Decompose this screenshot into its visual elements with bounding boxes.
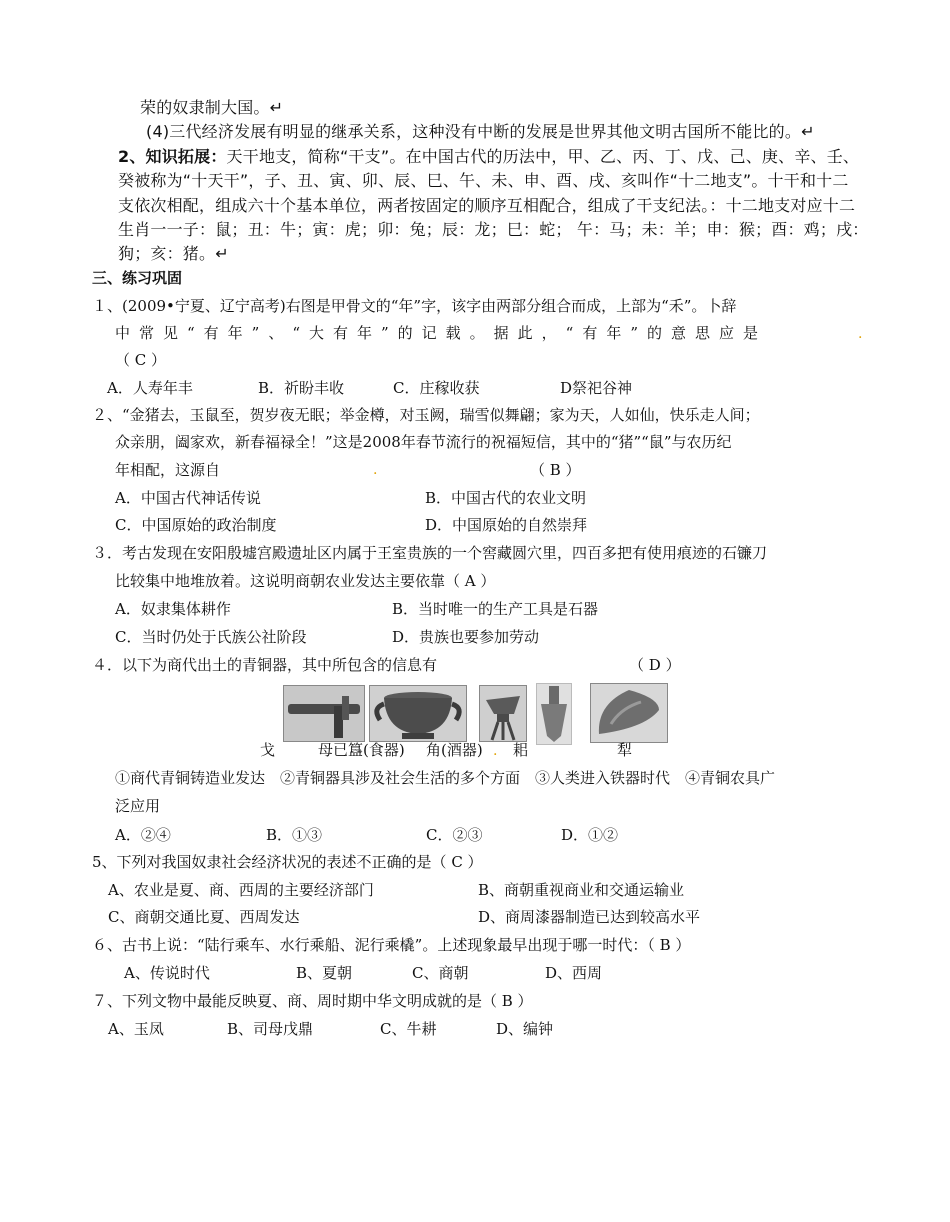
- scan-line-4: 癸被称为“十天干”，子、丑、寅、卯、辰、巳、午、未、申、酉、戌、亥叫作“十二地支”。十干和十二: [118, 171, 849, 190]
- q1-option-b: B．祈盼丰收: [258, 379, 345, 397]
- q2-answer: （ B ）: [530, 461, 581, 479]
- q5-line-1: 5、下列对我国奴隶社会经济状况的表述不正确的是（ C ）: [92, 853, 483, 871]
- q4-option-a: A．②④: [115, 826, 171, 844]
- jue-vessel-image: [479, 685, 527, 742]
- caption-ge: 戈: [260, 741, 276, 759]
- yellow-mark: .: [493, 743, 498, 759]
- q1-option-d: D祭祀谷神: [560, 379, 633, 397]
- q3-option-c: C．当时仍处于氏族公社阶段: [115, 628, 307, 646]
- q4-statements-line-1: ①商代青铜铸造业发达 ②青铜器具涉及社会生活的多个方面 ③人类进入铁器时代 ④青铜农具广: [115, 769, 776, 787]
- q5-option-c: C、商朝交通比夏、西周发达: [108, 908, 300, 926]
- knowledge-expansion-heading: 2、知识拓展：: [118, 147, 227, 166]
- q3-option-d: D．贵族也要参加劳动: [392, 628, 540, 646]
- q1-option-c: C．庄稼收获: [393, 379, 480, 397]
- ge-dagger-shape: [284, 686, 364, 741]
- scan-line-1: 荣的奴隶制大国。↵: [140, 98, 284, 117]
- q2-line-1: ２、“金猪去，玉鼠至，贺岁夜无眠；举金樽，对玉阙，瑞雪似舞翩；家为天，人如仙，快乐走人间；: [92, 406, 760, 424]
- q1-line-1: １、(2009•宁夏、辽宁高考)右图是甲骨文的“年”字，该字由两部分组合而成，上部为“禾”。卜辞: [92, 297, 737, 315]
- q7-option-b: B、司母戊鼎: [227, 1020, 314, 1038]
- q6-option-a: A、传说时代: [124, 964, 210, 982]
- q4-option-c: C．②③: [426, 826, 483, 844]
- q7-line-1: ７、下列文物中最能反映夏、商、周时期中华文明成就的是（ B ）: [92, 992, 533, 1010]
- caption-gui: 母已簋(食器): [318, 741, 405, 759]
- q6-option-c: C、商朝: [412, 964, 469, 982]
- plough-image: [590, 683, 668, 743]
- q2-option-a: A．中国古代神话传说: [115, 489, 261, 507]
- q4-answer: （ D ）: [629, 656, 681, 674]
- gui-vessel-image: [369, 685, 467, 742]
- q3-line-1: ３．考古发现在安阳殷墟宫殿遗址区内属于王室贵族的一个窖藏圆穴里，四百多把有使用痕迹的石镰刀: [92, 544, 768, 562]
- q7-option-a: A、玉凤: [108, 1020, 164, 1038]
- scan-line-7: 狗；亥：猪。↵: [118, 244, 229, 263]
- q5-option-b: B、商朝重视商业和交通运输业: [478, 881, 685, 899]
- section-title: 三、练习巩固: [92, 269, 183, 287]
- caption-jue: 角(酒器): [426, 741, 483, 759]
- q7-option-d: D、编钟: [496, 1020, 554, 1038]
- q4-statements-line-2: 泛应用: [115, 797, 161, 815]
- jue-vessel-shape: [480, 686, 526, 741]
- yellow-mark: .: [858, 326, 863, 342]
- q2-option-b: B．中国古代的农业文明: [425, 489, 587, 507]
- q3-option-a: A．奴隶集体耕作: [115, 600, 231, 618]
- q6-option-d: D、西周: [545, 964, 603, 982]
- plough-shape: [591, 684, 667, 742]
- q2-option-d: D．中国原始的自然崇拜: [425, 516, 588, 534]
- q3-option-b: B．当时唯一的生产工具是石器: [392, 600, 599, 618]
- scan-line-5: 支依次相配，组成六十个基本单位，两者按固定的顺序互相配合，组成了干支纪法。：十二地支对应十二: [118, 196, 856, 215]
- si-spade-image: [536, 683, 572, 745]
- q5-option-a: A、农业是夏、商、西周的主要经济部门: [108, 881, 374, 899]
- q5-option-d: D、商周漆器制造已达到较高水平: [478, 908, 701, 926]
- q4-line-1: ４．以下为商代出土的青铜器，其中所包含的信息有: [92, 656, 438, 674]
- q6-option-b: B、夏朝: [296, 964, 353, 982]
- q7-option-c: C、牛耕: [380, 1020, 437, 1038]
- scan-line-3: [118, 147, 859, 167]
- si-spade-shape: [537, 684, 571, 744]
- ge-dagger-image: [283, 685, 365, 742]
- q4-option-d: D．①②: [561, 826, 619, 844]
- gui-vessel-shape: [370, 686, 466, 741]
- q1-option-a: A．人寿年丰: [107, 379, 193, 397]
- q3-line-2: 比较集中地堆放着。这说明商朝农业发达主要依靠（ A ）: [115, 572, 496, 590]
- caption-si: 耜: [513, 741, 529, 759]
- q1-answer: （ C ）: [115, 351, 167, 369]
- scan-line-2: (4)三代经济发展有明显的继承关系，这种没有中断的发展是世界其他文明古国所不能比的。↵: [146, 122, 815, 141]
- yellow-mark: .: [373, 462, 378, 478]
- q2-option-c: C．中国原始的政治制度: [115, 516, 277, 534]
- q4-option-b: B．①③: [266, 826, 323, 844]
- caption-li: 犁: [617, 741, 633, 759]
- q2-line-3: 年相配，这源自: [115, 461, 221, 479]
- scan-line-6: 生肖一一子：鼠；丑：牛；寅：虎；卯：兔；辰：龙；巳：蛇； 午：马；未：羊；申：猴；酉：鸡；戌：: [118, 220, 869, 239]
- q1-line-2: 中常见“有年”、“大有年”的记载。据此，“有年”的意思应是: [115, 324, 768, 342]
- scan-line-3-text: 天干地支，简称“干支”。在中国古代的历法中，甲、乙、丙、丁、戊、己、庚、辛、壬、: [226, 147, 860, 166]
- q6-line-1: ６、古书上说：“陆行乘车、水行乘船、泥行乘橇”。上述现象最早出现于哪一时代：（ B ）: [92, 936, 691, 954]
- q2-line-2: 众亲朋，阖家欢，新春福禄全！”这是2008年春节流行的祝福短信，其中的“猪”“鼠”与农历纪: [115, 433, 732, 451]
